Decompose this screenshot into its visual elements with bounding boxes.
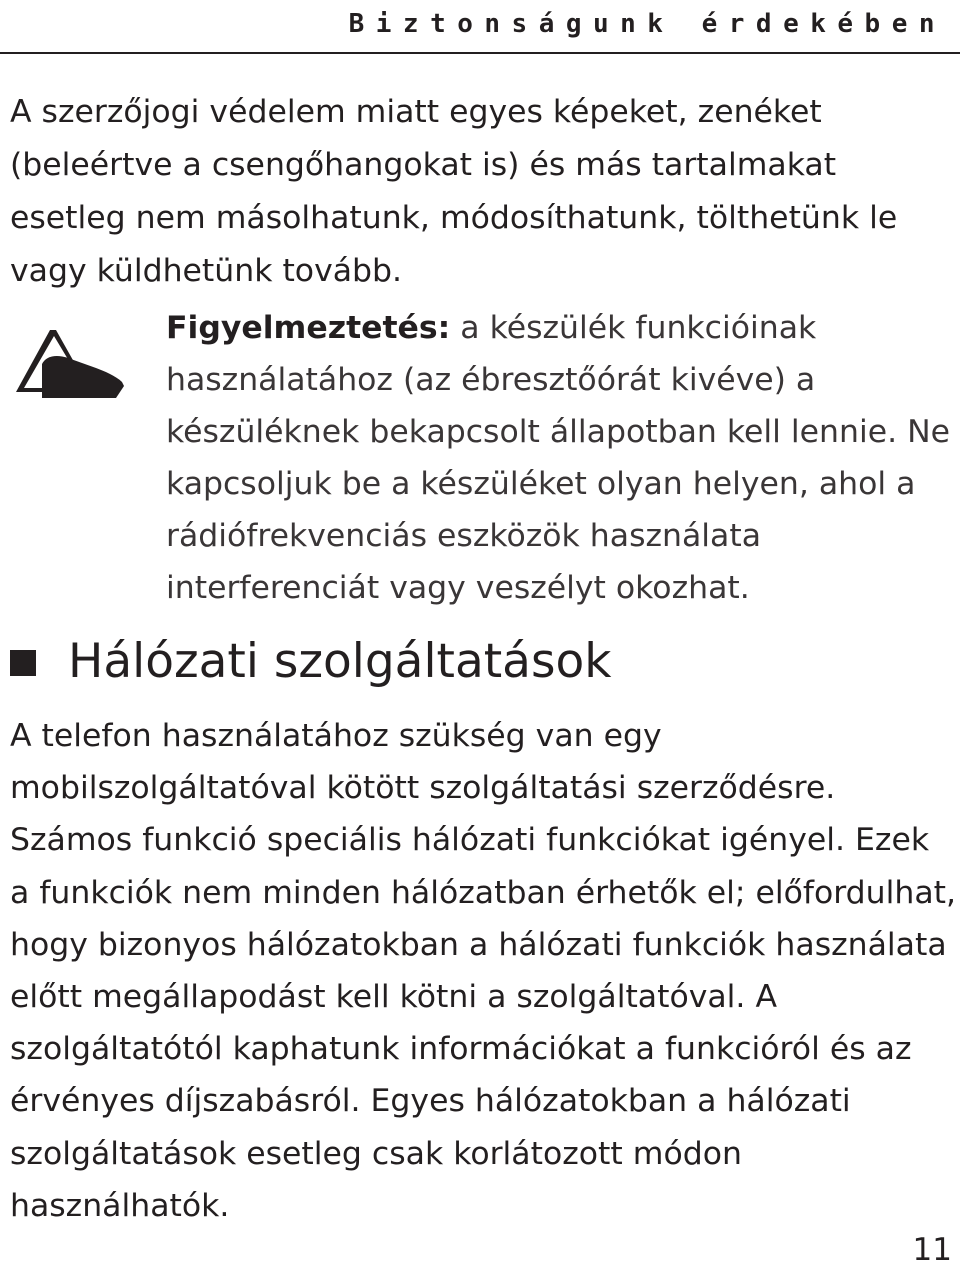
page-number: 11 (912, 1232, 952, 1268)
warning-label: Figyelmeztetés: (166, 310, 451, 346)
warning-body: a készülék funkcióinak használatához (az ébresztőórát kivéve) a készüléknek bekapcsolt állapotban kell lennie. Ne kapcsoljuk be a készüléket olyan helyen, ahol a rádiófrekvenciás eszközök használata interferenciát vagy veszélyt okozhat. (166, 310, 951, 606)
header-divider (0, 52, 960, 54)
copyright-paragraph: A szerzőjogi védelem miatt egyes képeket, zenéket (beleértve a csengőhangokat is) és más tartalmakat esetleg nem másolhatunk, módosíthatunk, tölthetünk le vagy küldhetünk tovább. (10, 94, 898, 289)
running-header-title: Biztonságunk érdekében (348, 9, 946, 39)
network-services-paragraph: A telefon használatához szükség van egy mobilszolgáltatóval kötött szolgáltatási szerződésre. Számos funkció speciális hálózati funkciókat igényel. Ezek a funkciók nem minden hálózatban érhetők el; előfordulhat, hogy bizonyos hálózatokban a hálózati funkciók használata előtt megállapodást kell kötni a szolgáltatóval. A szolgáltatótól kaphatunk információkat a funkcióról és az érvényes díjszabásról. Egyes hálózatokban a hálózati szolgáltatások esetleg csak korlátozott módon használhatók. (10, 718, 956, 1224)
warning-note (0, 302, 960, 614)
warning-hand-icon (12, 324, 124, 398)
section-title: Hálózati szolgáltatások (68, 634, 612, 689)
section-heading (0, 628, 960, 698)
warning-text (166, 302, 956, 614)
square-bullet-icon (10, 650, 36, 676)
